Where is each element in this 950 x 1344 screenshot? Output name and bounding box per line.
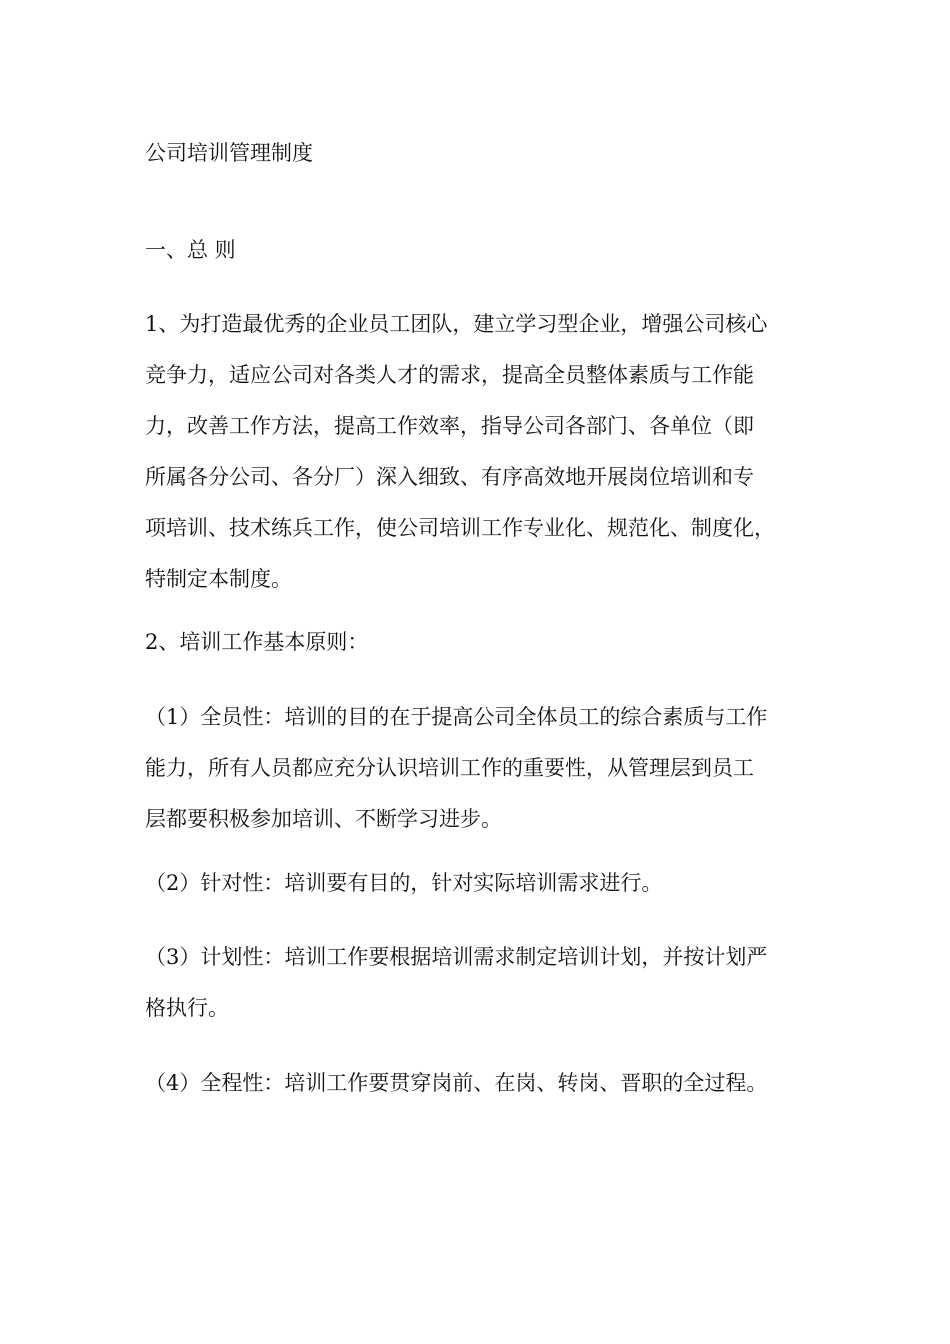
document-title: 公司培训管理制度 <box>145 141 313 165</box>
paragraph-principle-1: （1）全员性：培训的目的在于提高公司全体员工的综合素质与工作 能力，所有人员都应充分认识培训工作的重要性，从管理层到员工 层都要积极参加培训、不断学习进步。 <box>145 705 768 831</box>
paragraph-principle-2: （2）针对性：培训要有目的，针对实际培训需求进行。 <box>145 871 663 895</box>
paragraph-principle-4: （4）全程性：培训工作要贯穿岗前、在岗、转岗、晋职的全过程。 <box>145 1071 768 1095</box>
paragraph-purpose: 1、为打造最优秀的企业员工团队，建立学习型企业，增强公司核心 竞争力，适应公司对各类人才的需求，提高全员整体素质与工作能 力，改善工作方法，提高工作效率，指导公司各部门、各单位（即 所属各分公司、各分厂）深入细致、有序高效地开展岗位培训和专 项培训、技术练兵工作，使公司培训工作专业化、规范化、制度化， 特制定本制度。 <box>145 312 775 591</box>
paragraph-principle-3: （3）计划性：培训工作要根据培训需求制定培训计划，并按计划严 格执行。 <box>145 945 768 1020</box>
paragraph-principles-heading: 2、培训工作基本原则： <box>145 630 369 654</box>
section-heading: 一、总 则 <box>145 238 236 262</box>
